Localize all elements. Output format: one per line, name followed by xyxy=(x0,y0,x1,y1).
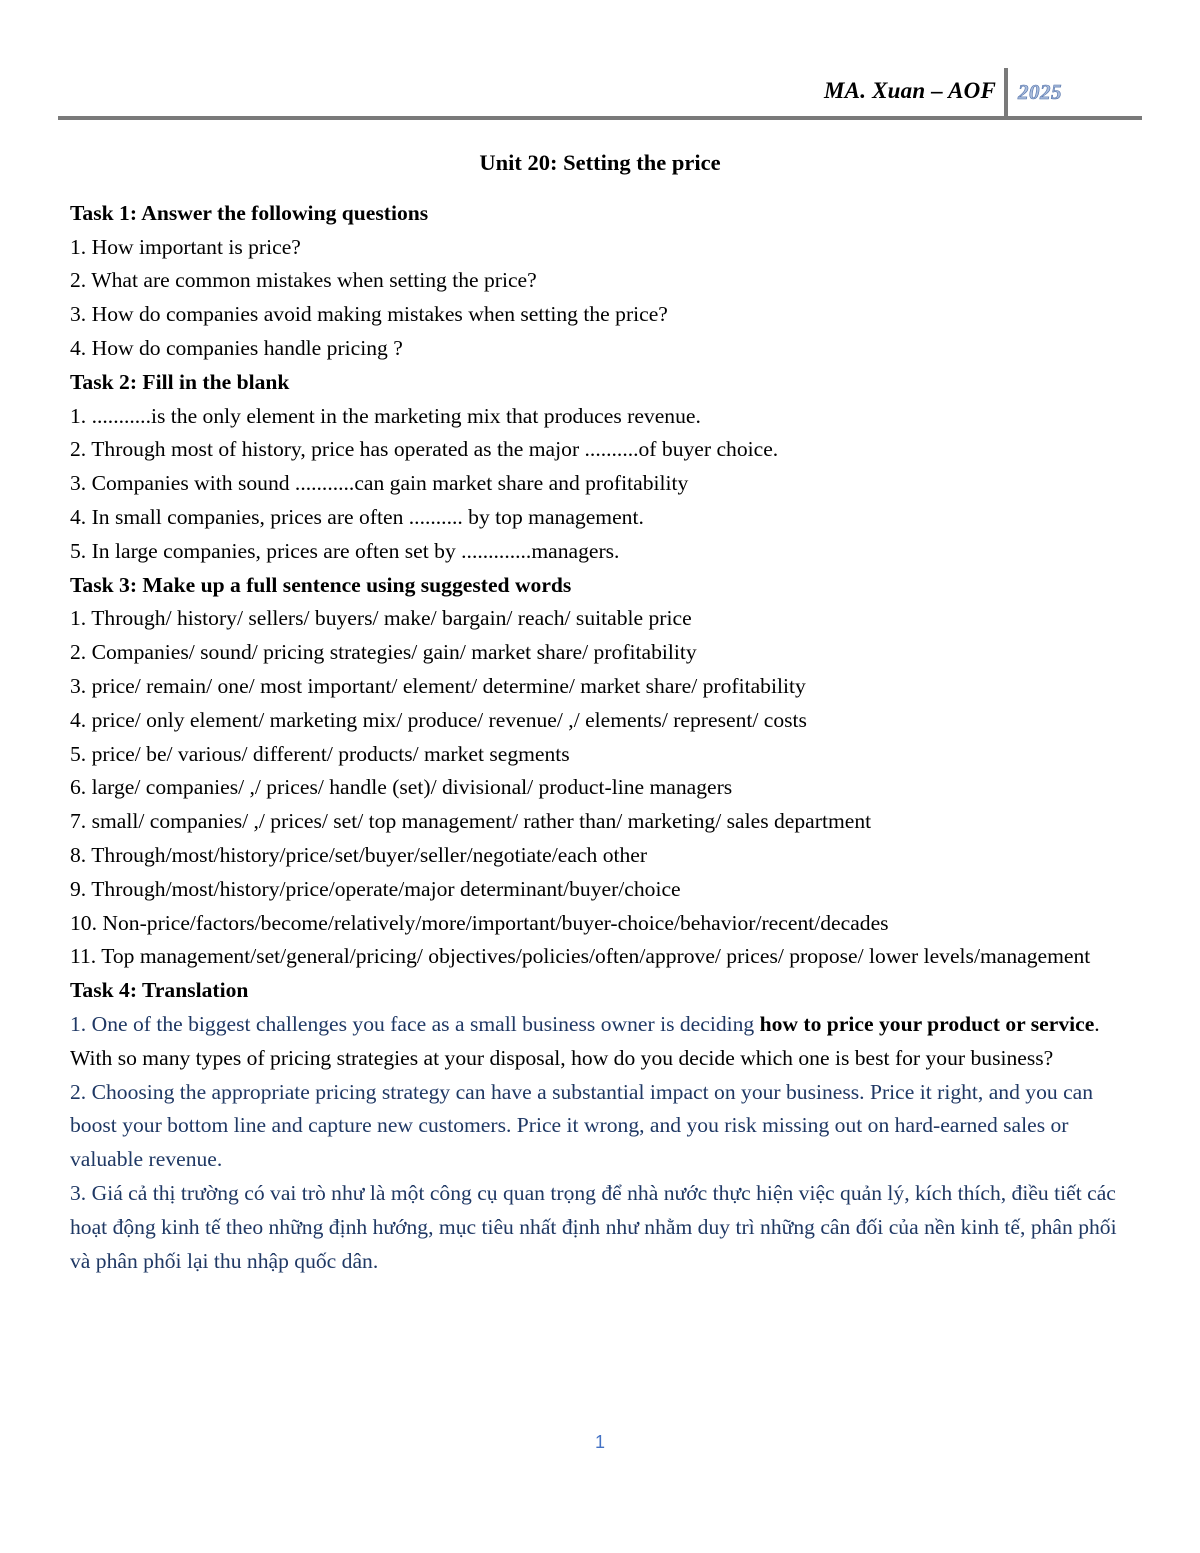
page-title: Unit 20: Setting the price xyxy=(479,150,721,175)
task2-item: 5. In large companies, prices are often set by .............managers. xyxy=(70,538,620,563)
task4-item-1-intro: 1. One of the biggest challenges you face as a small business owner is deciding xyxy=(70,1011,760,1036)
task2-item: 3. Companies with sound ...........can gain market share and profitability xyxy=(70,471,689,496)
task3-heading: Task 3: Make up a full sentence using suggested words xyxy=(70,572,572,597)
task3-item: 7. small/ companies/ ,/ prices/ set/ top management/ rather than/ marketing/ sales department xyxy=(70,809,872,834)
task2-item: 2. Through most of history, price has operated as the major ..........of buyer choice. xyxy=(70,437,779,462)
header-rule xyxy=(58,116,1142,120)
task4-item-3: 3. Giá cả thị trường có vai trò như là một công cụ quan trọng để nhà nước thực hiện việc quản lý, kích thích, điều tiết các hoạt động kinh tế theo những định hướng, mục tiêu nhất định như nhằm duy trì những cân đối của nền kinh tế, phân phối và phân phối lại thu nhập quốc dân. xyxy=(70,1180,1117,1273)
page-header xyxy=(58,68,1142,120)
task3-item: 6. large/ companies/ ,/ prices/ handle (set)/ divisional/ product-line managers xyxy=(70,775,733,800)
header-year: 2025 xyxy=(1018,80,1062,104)
page-number: 1 xyxy=(594,1432,605,1452)
document-body xyxy=(70,146,1135,1278)
task2-heading: Task 2: Fill in the blank xyxy=(70,369,290,394)
task3-item: 8. Through/most/history/price/set/buyer/seller/negotiate/each other xyxy=(70,842,648,867)
task4-item-1 xyxy=(70,1008,1135,1076)
task4-item-1-rest: . With so many types of pricing strategies at your disposal, how do you decide which one is best for your business? xyxy=(70,1011,1100,1070)
task1-heading: Task 1: Answer the following questions xyxy=(70,200,429,225)
task3-item: 3. price/ remain/ one/ most important/ element/ determine/ market share/ profitability xyxy=(70,673,806,698)
task1-question: 4. How do companies handle pricing ? xyxy=(70,335,403,360)
task1-question: 2. What are common mistakes when setting the price? xyxy=(70,268,537,293)
task2-item: 4. In small companies, prices are often .......... by top management. xyxy=(70,504,644,529)
task4-heading: Task 4: Translation xyxy=(70,978,249,1003)
header-author: MA. Xuan – AOF xyxy=(824,78,996,103)
task3-item: 10. Non-price/factors/become/relatively/more/important/buyer-choice/behavior/recent/decades xyxy=(70,910,889,935)
task3-item: 1. Through/ history/ sellers/ buyers/ make/ bargain/ reach/ suitable price xyxy=(70,606,692,631)
task3-item: 9. Through/most/history/price/operate/major determinant/buyer/choice xyxy=(70,876,681,901)
task1-question: 1. How important is price? xyxy=(70,234,301,259)
task3-item: 11. Top management/set/general/pricing/ objectives/policies/often/approve/ prices/ propose/ lower levels/management xyxy=(70,944,1091,969)
task3-item: 5. price/ be/ various/ different/ products/ market segments xyxy=(70,741,570,766)
task4-item-2: 2. Choosing the appropriate pricing strategy can have a substantial impact on your business. Price it right, and you can boost your bottom line and capture new customers. Price it wrong, and you risk missing out on hard-earned sales or valuable revenue. xyxy=(70,1079,1094,1172)
task3-item: 4. price/ only element/ marketing mix/ produce/ revenue/ ,/ elements/ represent/ costs xyxy=(70,707,807,732)
task1-question: 3. How do companies avoid making mistakes when setting the price? xyxy=(70,302,668,327)
header-separator xyxy=(1004,68,1008,118)
task2-item: 1. ...........is the only element in the marketing mix that produces revenue. xyxy=(70,403,701,428)
task3-item: 2. Companies/ sound/ pricing strategies/ gain/ market share/ profitability xyxy=(70,640,697,665)
task4-item-1-emphasis: how to price your product or service xyxy=(759,1011,1095,1036)
